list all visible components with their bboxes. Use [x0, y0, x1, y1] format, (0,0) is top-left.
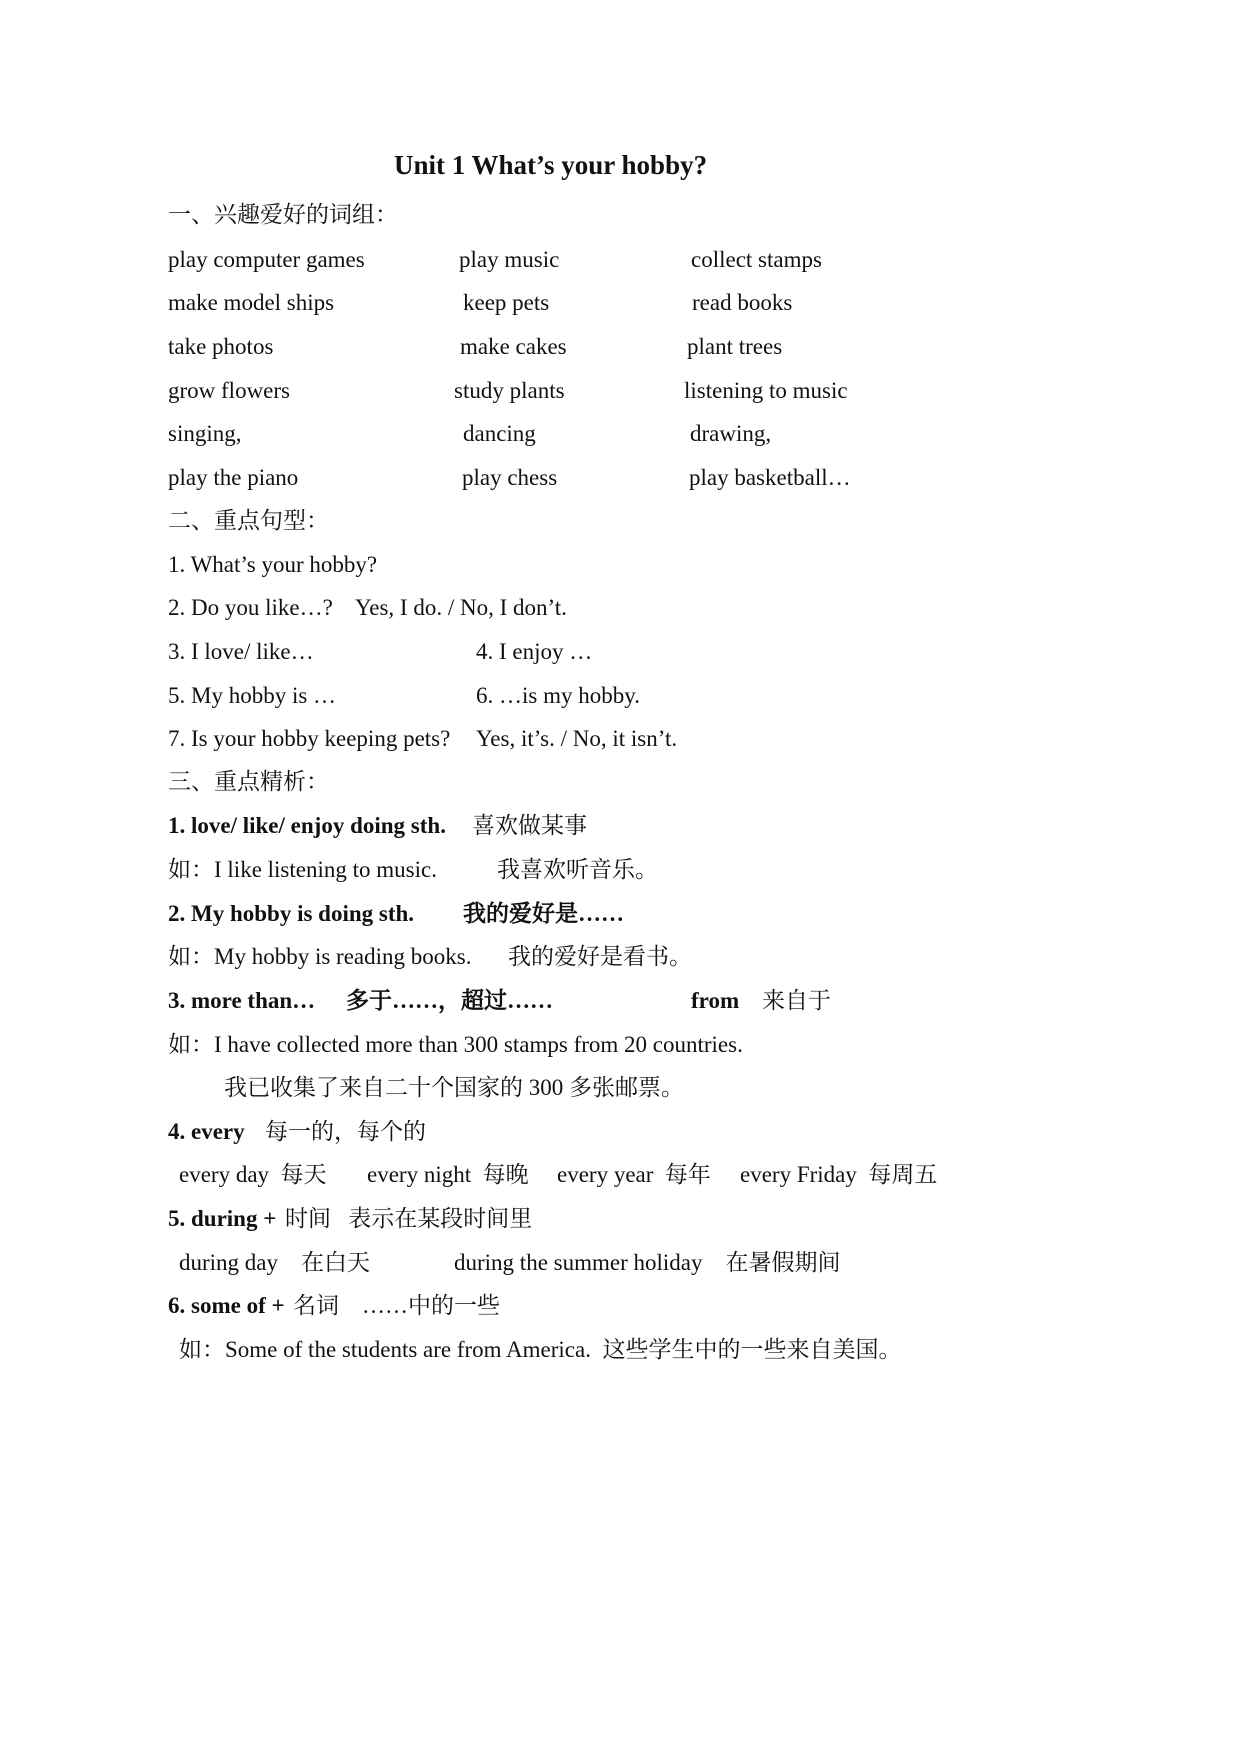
- phrase-item: singing,: [168, 421, 242, 446]
- point-4-item: every night 每晚: [367, 1162, 529, 1187]
- point-4-item: every year 每年: [557, 1162, 711, 1187]
- phrase-item: play computer games: [168, 247, 365, 272]
- phrase-item: play music: [459, 247, 560, 272]
- point-5-item: during the summer holiday 在暑假期间: [454, 1250, 841, 1275]
- phrase-item: listening to music: [684, 378, 848, 403]
- phrase-item: drawing,: [690, 421, 772, 446]
- phrase-item: play chess: [462, 465, 558, 490]
- phrase-item: dancing: [463, 421, 536, 446]
- phrase-item: make model ships: [168, 290, 335, 315]
- section-heading-analysis: 三、重点精析：: [168, 769, 329, 794]
- point-1-phrase: 1. love/ like/ enjoy doing sth.: [168, 813, 446, 838]
- point-6-example: 如：Some of the students are from America. 这些学生中的一些来自美国。: [179, 1337, 902, 1362]
- phrase-item: collect stamps: [691, 247, 822, 272]
- section-heading-phrases: 一、兴趣爱好的词组：: [168, 202, 398, 227]
- point-3-from: from: [691, 988, 740, 1013]
- section-heading-sentences: 二、重点句型：: [168, 508, 329, 533]
- phrase-item: study plants: [454, 378, 565, 403]
- point-6-meaning: 名词 ……中的一些: [293, 1293, 500, 1318]
- phrase-item: play the piano: [168, 465, 299, 490]
- sentence-pattern: 1. What’s your hobby?: [168, 552, 378, 577]
- point-4-meaning: 每一的，每个的: [265, 1119, 426, 1144]
- point-2-example-translation: 我的爱好是看书。: [508, 944, 692, 969]
- point-6-phrase: 6. some of +: [168, 1293, 285, 1318]
- point-5-phrase: 5. during +: [168, 1206, 277, 1231]
- point-4-item: every Friday 每周五: [740, 1162, 938, 1187]
- point-2-meaning: 我的爱好是……: [463, 901, 624, 926]
- point-1-example-translation: 我喜欢听音乐。: [497, 857, 658, 882]
- point-1-example: 如：I like listening to music.: [168, 857, 437, 882]
- phrase-item: take photos: [168, 334, 274, 359]
- sentence-pattern: 7. Is your hobby keeping pets?: [168, 726, 451, 751]
- phrase-item: make cakes: [460, 334, 567, 359]
- point-3-example-translation: 我已收集了来自二十个国家的 300 多张邮票。: [224, 1075, 684, 1100]
- point-3-from-meaning: 来自于: [762, 988, 831, 1013]
- point-5-meaning: 时间 表示在某段时间里: [285, 1206, 533, 1231]
- point-4-phrase: 4. every: [168, 1119, 245, 1144]
- phrase-item: play basketball…: [689, 465, 851, 490]
- point-5-item: during day 在白天: [179, 1250, 371, 1275]
- phrase-item: grow flowers: [168, 378, 290, 403]
- phrase-item: read books: [692, 290, 793, 315]
- phrase-item: keep pets: [463, 290, 550, 315]
- sentence-pattern: 5. My hobby is …: [168, 683, 337, 708]
- phrase-item: plant trees: [687, 334, 783, 359]
- sentence-answer: Yes, it’s. / No, it isn’t.: [476, 726, 678, 751]
- point-2-example: 如：My hobby is reading books.: [168, 944, 472, 969]
- point-4-item: every day 每天: [179, 1162, 327, 1187]
- point-3-meaning: 多于……，超过……: [346, 988, 553, 1013]
- point-3-phrase: 3. more than…: [168, 988, 316, 1013]
- point-2-phrase: 2. My hobby is doing sth.: [168, 901, 415, 926]
- point-1-meaning: 喜欢做某事: [472, 813, 587, 838]
- point-3-example: 如：I have collected more than 300 stamps from 20 countries.: [168, 1032, 743, 1057]
- page-title: Unit 1 What’s your hobby?: [394, 150, 708, 180]
- sentence-pattern: 4. I enjoy …: [476, 639, 593, 664]
- sentence-pattern: 6. …is my hobby.: [476, 683, 640, 708]
- sentence-pattern: 2. Do you like…? Yes, I do. / No, I don’t.: [168, 595, 567, 620]
- sentence-pattern: 3. I love/ like…: [168, 639, 314, 664]
